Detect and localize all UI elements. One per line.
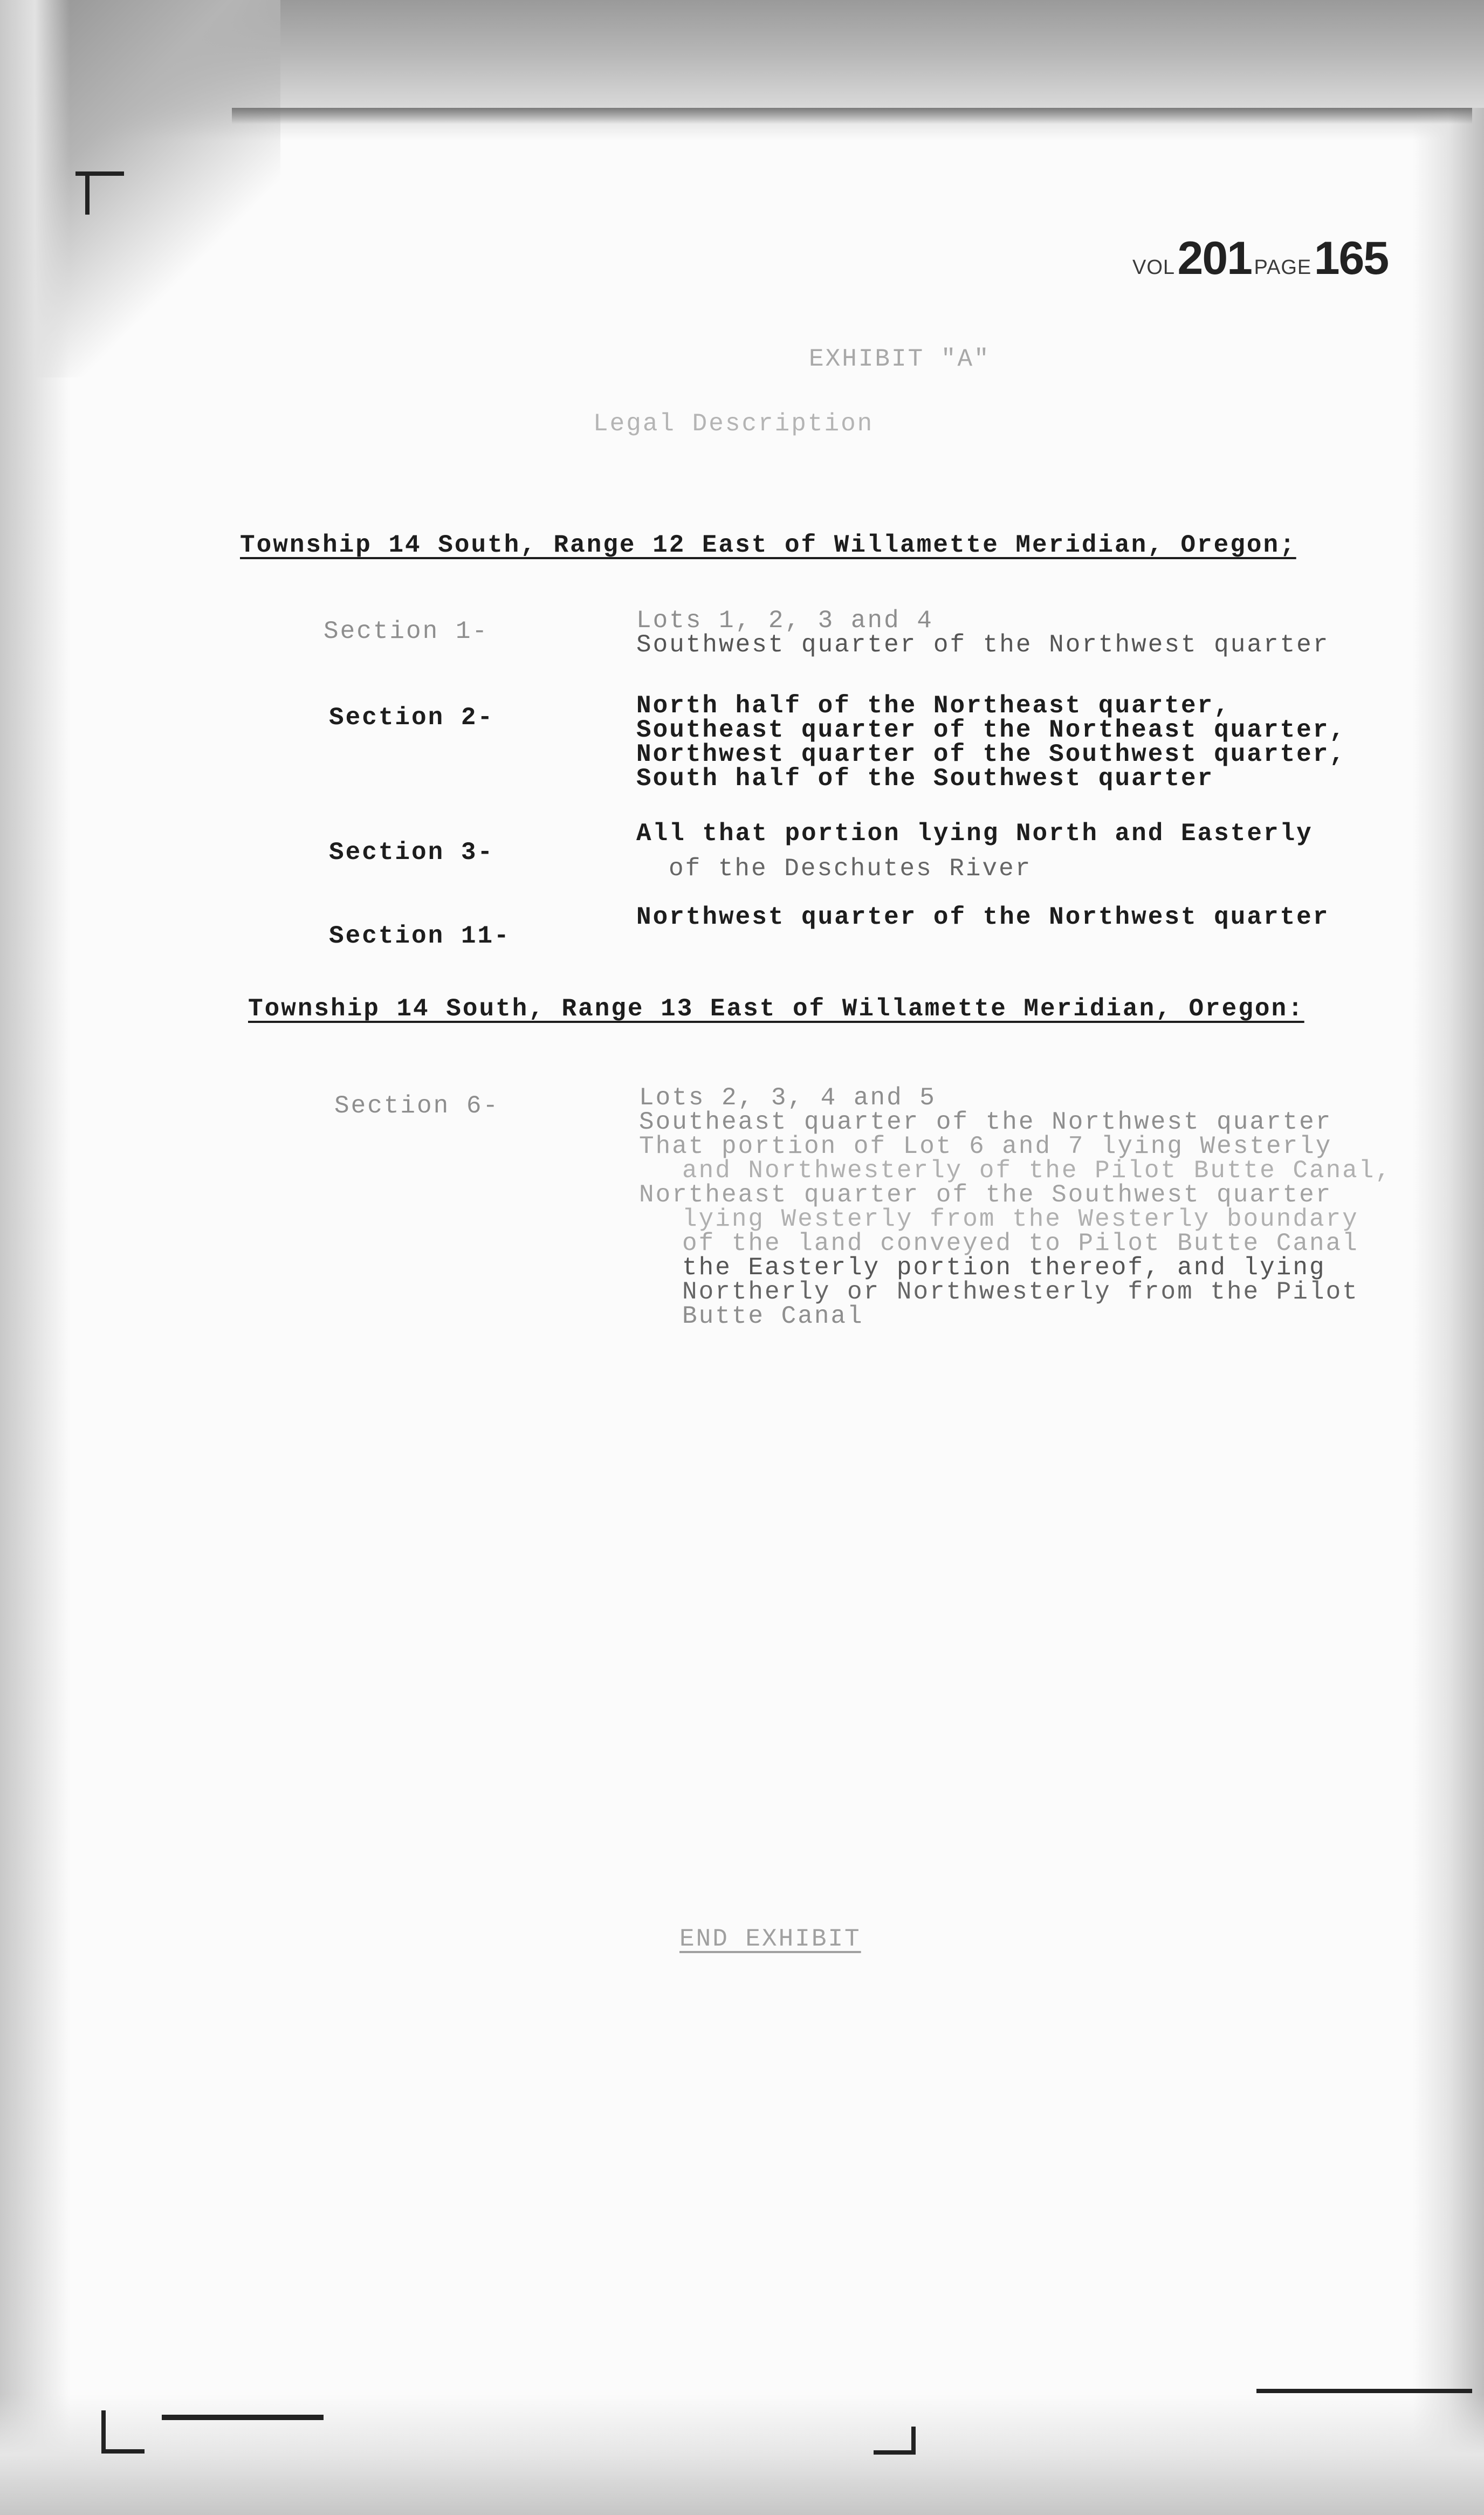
page-label: PAGE [1254, 256, 1312, 279]
section-line: North half of the Northeast quarter, [636, 692, 1231, 720]
township-2-title: Township 14 South, Range 13 East of Willamette Meridian, Oregon: [248, 995, 1304, 1023]
scan-shadow-left [0, 0, 70, 2515]
section-line: Lots 1, 2, 3 and 4 [636, 607, 933, 635]
exhibit-subheading: Legal Description [593, 410, 874, 438]
corner-mark-bottom-left [101, 2410, 106, 2454]
section-line: Southeast quarter of the Northeast quarter, [636, 716, 1346, 744]
page-number: 165 [1314, 232, 1389, 284]
section-line: Northwest quarter of the Southwest quarter, [636, 740, 1346, 768]
page-edge-shadow [232, 108, 1472, 124]
scan-shadow-bottom [0, 2394, 1484, 2515]
section-line: Lots 2, 3, 4 and 5 [639, 1084, 936, 1112]
section-label: Section 6- [334, 1092, 500, 1120]
section-line: South half of the Southwest quarter [636, 765, 1214, 793]
section-line: Northerly or Northwesterly from the Pilot [682, 1278, 1359, 1306]
section-label: Section 1- [324, 617, 489, 645]
section-line: of the Deschutes River [669, 855, 1032, 883]
section-label: Section 3- [329, 839, 494, 867]
section-line: Northwest quarter of the Northwest quarter [636, 903, 1330, 931]
recording-stamp [1132, 232, 1388, 285]
section-line: the Easterly portion thereof, and lying [682, 1254, 1326, 1282]
scan-shadow-right [1413, 108, 1484, 2515]
corner-mark-bottom-left-dash [162, 2415, 324, 2420]
exhibit-heading: EXHIBIT "A" [809, 345, 991, 373]
corner-mark-top-left-vertical [85, 171, 90, 215]
section-line: lying Westerly from the Westerly boundary [682, 1205, 1359, 1233]
corner-mark-bottom-right-horizontal [874, 2450, 916, 2455]
section-line: Butte Canal [682, 1302, 864, 1330]
section-line: Southeast quarter of the Northwest quarter [639, 1108, 1332, 1136]
township-1-title: Township 14 South, Range 12 East of Willamette Meridian, Oregon; [240, 531, 1296, 559]
right-edge-dash [1256, 2389, 1472, 2393]
section-line: of the land conveyed to Pilot Butte Canal [682, 1229, 1359, 1257]
section-line: Southwest quarter of the Northwest quarter [636, 631, 1330, 659]
end-exhibit: END EXHIBIT [679, 1925, 861, 1953]
section-label: Section 11- [329, 922, 511, 950]
corner-mark-top-left [75, 171, 124, 176]
section-label: Section 2- [329, 704, 494, 732]
section-line: and Northwesterly of the Pilot Butte Canal, [682, 1157, 1392, 1185]
corner-mark-bottom-left-horizontal [101, 2449, 145, 2454]
vol-number: 201 [1177, 232, 1252, 284]
section-line: Northeast quarter of the Southwest quarter [639, 1181, 1332, 1209]
section-line: All that portion lying North and Easterly [636, 820, 1313, 848]
vol-label: VOL [1132, 256, 1176, 279]
section-line: That portion of Lot 6 and 7 lying Westerly [639, 1132, 1332, 1160]
